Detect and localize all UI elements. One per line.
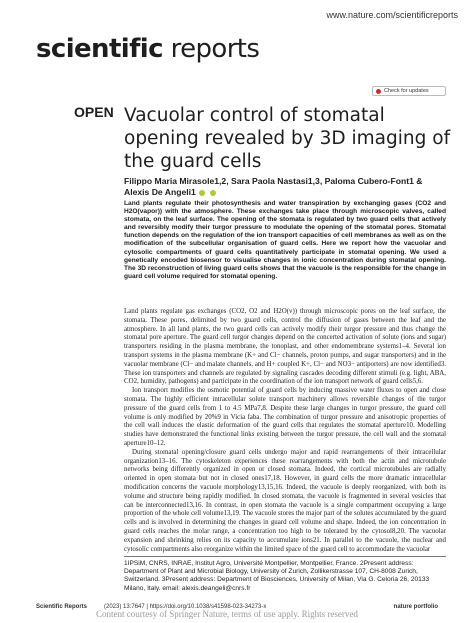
journal-url[interactable]: www.nature.com/scientificreports bbox=[326, 10, 458, 20]
orcid-icon[interactable] bbox=[199, 190, 205, 196]
abstract: Land plants regulate their photosynthesis and water transpiration by exchanging gases (CO2 and H2O(vapor)) with the atmosphere. These exchanges take place through microscopic valves, called stomata, on the leaf surface. The opening of the stomata is regulated by two guard cells that actively and reversibly modify their turgor pressure to modulate the opening of the stomatal pores. Stomatal function depends on the regulation of the ion transport capacities of cell membranes as well as on the modification of the subcellular organisation of guard cells. Here we report how the vacuolar and cytosolic compartments of guard cells quantitatively participate in stomatal opening. We used a genetically encoded biosensor to visualise changes in ionic concentration during stomatal opening. The 3D reconstruction of living guard cells shows that the vacuole is the responsible for the change in guard cell volume required for stomatal opening. bbox=[124, 200, 446, 280]
journal-logo-rest: reports bbox=[162, 34, 260, 64]
body-paragraph: During stomatal opening/closure guard cells undergo major and rapid rearrangements of their intracellular organization13–16. The cytoskeleton experiences these rearrangements with both the actin and microtubule networks being differently organized in open or closed stomata. Indeed, the cortical microtubules are radially oriented in open stomata but not in closed ones17,18. However, in guard cells the more dramatic intracellular modification concerns the vacuole morphology13,15,16. Indeed, the vacuole is deeply reorganized, with both its volume and structure being rapidly modified. In closed stomata, the vacuole is fragmented in several vesicles that can be interconnected13,16. In contrast, in open stomata the vacuole is a single compartment occupying a large proportion of the whole cell volume13,19. The vacuole stores the major part of the solutes accumulated by the guard cells and is involved in determining the changes in guard cell volume and shape. Indeed, the ion concentration in guard cells reaches the molar range, a concentration too high to be tolerated by the cytosol8,20. The vacuolar expansion and shrinking relies on its capacity to accumulate ions21. In parallel to the vacuole, the nuclear and cytosolic compartments also reorganize within the limited space of the guard cell to accommodate the vacuolar bbox=[124, 448, 446, 553]
crossmark-icon bbox=[376, 89, 381, 94]
check-for-updates-label: Check for updates bbox=[384, 88, 429, 94]
footer-citation[interactable]: (2023) 13:7647 | https://doi.org/10.1038/s41598-023-34273-x bbox=[104, 604, 267, 610]
open-access-label: OPEN bbox=[74, 104, 114, 120]
footer-journal: Scientific Reports bbox=[36, 604, 88, 610]
watermark: Content courtesy of Springer Nature, terms of use apply. Rights reserved bbox=[96, 609, 358, 619]
check-for-updates-button[interactable] bbox=[372, 86, 446, 96]
affiliations: 1IPSiM, CNRS, INRAE, Institut Agro, Université Montpellier, Montpellier, France. 2Present address: Department of Plant and Microbial Biology, University of Zurich, Zollikerstrasse 107, CH-8008 Zurich, Switzerland. 3Present address: Department of Biosciences, University of Milan, Via G. Celoria 26, 20133 Milano, Italy. email: alexis.deangeli@cnrs.fr bbox=[124, 556, 446, 593]
article-body bbox=[124, 308, 446, 554]
journal-logo-bold: scientific bbox=[36, 34, 163, 64]
author-names: Filippo Maria Mirasole1,2, Sara Paola Nastasi1,3, Paloma Cubero-Font1 & Alexis De Angeli1 bbox=[124, 176, 423, 197]
body-paragraph: Ion transport modifies the osmotic potential of guard cells by inducing massive water fluxes to open and close stomata. The highly efficient intracellular solute transport machinery allows reversible changes of the turgor pressure of the guard cells from 1 to 4.5 MPa7,8. Despite these large changes in turgor pressure, the guard cell volume is only modified by 20%9 in Vicia faba. The combination of turgor pressure and anisotropic properties of the cell wall induces the elastic deformation of the guard cells that regulates the stomatal aperture10. Modelling studies have demonstrated the functional links existing between the turgor pressure, the cell wall and the stomatal aperture10–12. bbox=[124, 387, 446, 447]
author-list bbox=[124, 176, 424, 198]
article-title: Vacuolar control of stomatal opening revealed by 3D imaging of the guard cells bbox=[124, 105, 451, 172]
publisher-logo: nature portfolio bbox=[393, 604, 438, 610]
journal-logo bbox=[36, 34, 259, 64]
email-icon[interactable] bbox=[210, 190, 216, 196]
body-paragraph: Land plants regulate gas exchanges (CO2, O2 and H2O(v)) through microscopic pores on the leaf surface, the stomata. These pores, delimited by two guard cells, control the diffusion of gases between the leaf and the atmosphere. In all land plants, the two guard cells can actively modify their turgor pressure and thus change the stomatal pore aperture. The guard cell turgor changes depend on the concerted activation of solute (ions and sugar) transporters residing in the plasma membrane, the tonoplast, and other endomembrane systems1–4. Several ion transport systems in the plasma membrane (K+ and Cl− channels, proton pumps, and sugar transporters) and in the vacuolar membrane (Cl− and malate channels, and H+ coupled K+, Cl− and NO3− antiporters) are now identified3. These ion transporters and channels are regulated by signaling cascades decoding different stimuli (e.g. light, ABA, CO2, humidity, pathogens) and participate in the coordination of the ion transport network of guard cells5,6. bbox=[124, 308, 446, 386]
